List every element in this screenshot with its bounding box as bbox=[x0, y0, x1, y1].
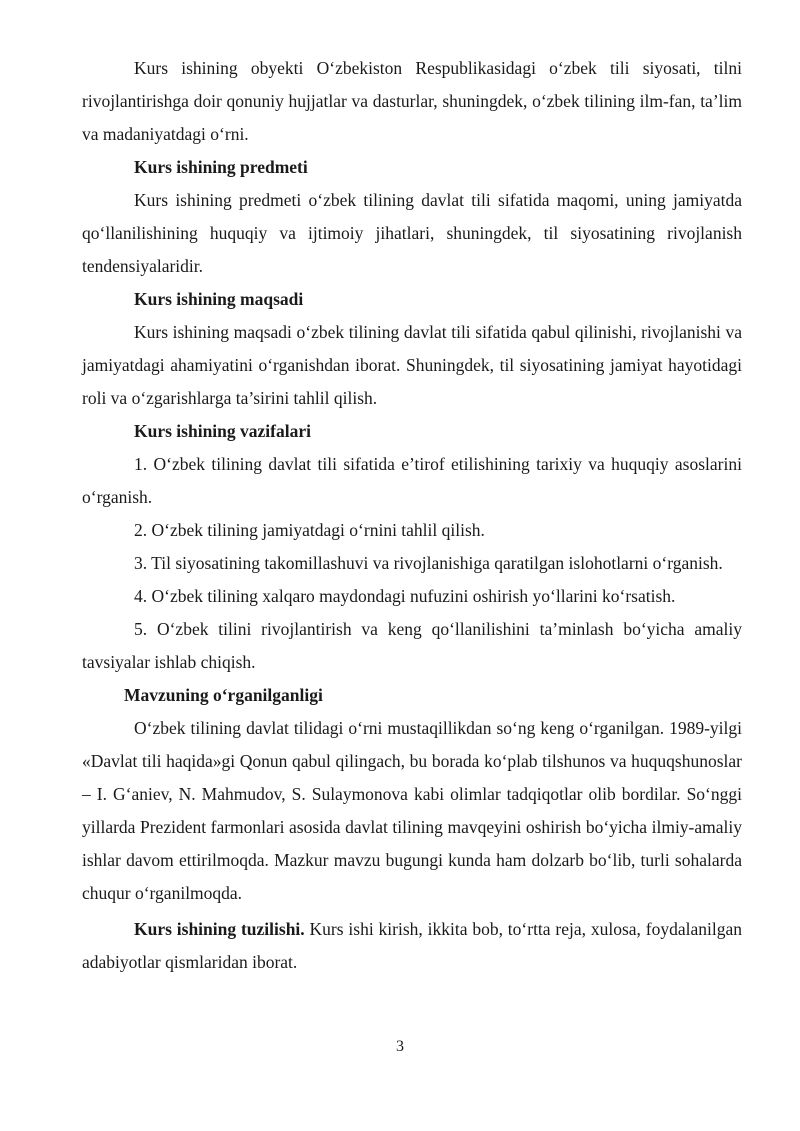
vazifa-item-3: 3. Til siyosatining takomillashuvi va rivojlanishiga qaratilgan islohotlarni o‘rganish. bbox=[134, 553, 723, 573]
page-content bbox=[82, 52, 742, 979]
tuzilishi-label: Kurs ishining tuzilishi. bbox=[134, 919, 305, 939]
tuzilishi-text: Kurs ishi kirish, ikkita bob, to‘rtta reja, xulosa, foydalanilgan adabiyotlar qismlaridan iborat. bbox=[82, 919, 742, 972]
tuzilishi-paragraph bbox=[82, 913, 742, 979]
predmet-heading: Kurs ishining predmeti bbox=[134, 157, 308, 177]
predmet-paragraph: Kurs ishining predmeti o‘zbek tilining davlat tili sifatida maqomi, uning jamiyatda qo‘llanilishining huquqiy va ijtimoiy jihatlari, shuningdek, til siyosatining rivojlanish tendensiyalaridir. bbox=[82, 190, 742, 276]
vazifa-item-5: 5. O‘zbek tilini rivojlantirish va keng qo‘llanilishini ta’minlash bo‘yicha amaliy tavsiyalar ishlab chiqish. bbox=[82, 619, 742, 672]
organilganlik-heading: Mavzuning o‘rganilganligi bbox=[124, 685, 323, 705]
page-number: 3 bbox=[396, 1038, 404, 1055]
vazifalar-heading: Kurs ishining vazifalari bbox=[134, 421, 311, 441]
intro-paragraph: Kurs ishining obyekti O‘zbekiston Respublikasidagi o‘zbek tili siyosati, tilni rivojlantirishga doir qonuniy hujjatlar va dasturlar, shuningdek, o‘zbek tilining ilm-fan, ta’lim va madaniyatdagi o‘rni. bbox=[82, 58, 742, 144]
vazifa-item-2: 2. O‘zbek tilining jamiyatdagi o‘rnini tahlil qilish. bbox=[134, 520, 485, 540]
vazifa-item-1: 1. O‘zbek tilining davlat tili sifatida e’tirof etilishining tarixiy va huquqiy asoslarini o‘rganish. bbox=[82, 454, 742, 507]
maqsad-paragraph: Kurs ishining maqsadi o‘zbek tilining davlat tili sifatida qabul qilinishi, rivojlanishi va jamiyatdagi ahamiyatini o‘rganishdan iborat. Shuningdek, til siyosatining jamiyat hayotidagi roli va o‘zgarishlarga ta’sirini tahlil qilish. bbox=[82, 322, 742, 408]
vazifa-item-4: 4. O‘zbek tilining xalqaro maydondagi nufuzini oshirish yo‘llarini ko‘rsatish. bbox=[134, 586, 676, 606]
maqsad-heading: Kurs ishining maqsadi bbox=[134, 289, 304, 309]
organilganlik-paragraph: O‘zbek tilining davlat tilidagi o‘rni mustaqillikdan so‘ng keng o‘rganilgan. 1989-yilgi «Davlat tili haqida»gi Qonun qabul qilingach, bu borada ko‘plab tilshunos va huquqshunoslar – I. G‘aniev, N. Mahmudov, S. Sulaymonova kabi olimlar tadqiqotlar olib bordilar. So‘nggi yillarda Prezident farmonlari asosida davlat tilining mavqeyini oshirish bo‘yicha ilmiy-amaliy ishlar davom ettirilmoqda. Mazkur mavzu bugungi kunda ham dolzarb bo‘lib, turli sohalarda chuqur o‘rganilmoqda. bbox=[82, 718, 742, 903]
